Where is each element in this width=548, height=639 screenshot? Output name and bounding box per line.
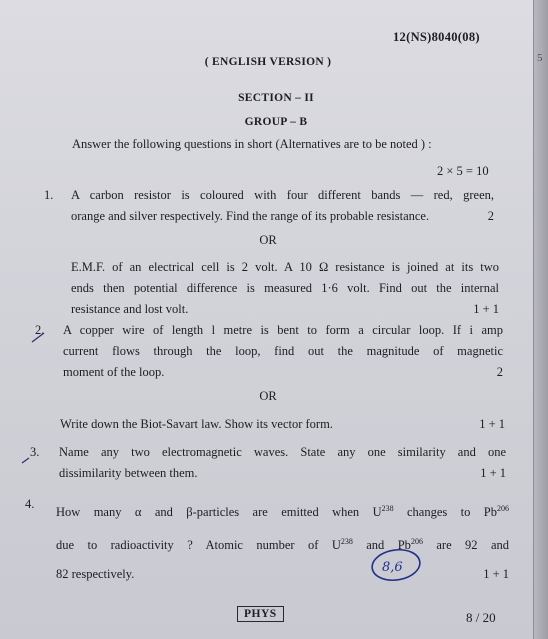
question-marks: 1 + 1: [473, 302, 499, 316]
section-marks: 2 × 5 = 10: [437, 164, 489, 178]
superscript: 206: [497, 504, 509, 513]
edge-page-number: 5: [537, 52, 543, 64]
question-line-text: Write down the Biot-Savart law. Show its vector form.: [60, 417, 333, 431]
question-4-text: [56, 494, 509, 589]
text-run: are 92 and: [422, 538, 509, 553]
question-line: A carbon resistor is coloured with four different bands — red, green,: [71, 188, 494, 202]
question-line-text: dissimilarity between them.: [59, 466, 198, 480]
question-line: [60, 414, 505, 435]
question-number: 3.: [30, 445, 40, 459]
subject-code-box: PHYS: [237, 606, 284, 622]
version-heading: ( ENGLISH VERSION ): [204, 56, 332, 68]
question-number: 4.: [25, 497, 35, 511]
superscript: 206: [410, 537, 423, 547]
question-marks: 1 + 1: [479, 417, 505, 431]
question-2-text: [63, 320, 503, 383]
question-line: [63, 362, 503, 383]
handwritten-note-text: 8,6: [382, 560, 403, 575]
question-line: current flows through the loop, find out the magnitude of magnetic: [63, 344, 503, 358]
question-line-text: 82 respectively.: [56, 567, 135, 582]
question-number: 1.: [44, 188, 54, 202]
text-run: due to radioactivity ? Atomic number of U: [56, 538, 341, 553]
question-number: 2.: [35, 323, 45, 337]
question-line-text: moment of the loop.: [63, 365, 165, 379]
question-line: [56, 560, 509, 589]
text-run: How many α and β-particles are emitted when U: [56, 505, 382, 520]
question-1-text: [71, 185, 494, 227]
question-2-alternative: [60, 414, 505, 435]
question-line: Name any two electromagnetic waves. State any one similarity and one: [59, 445, 506, 459]
text-run: changes to Pb: [393, 505, 497, 520]
text-run: and Pb: [352, 538, 411, 553]
question-marks: 2: [496, 365, 503, 379]
superscript: 238: [381, 504, 394, 513]
question-marks: 2: [487, 209, 494, 223]
paper-code: 12(NS)8040(08): [393, 30, 480, 44]
pen-tick-mark: [20, 455, 34, 465]
question-line: [56, 527, 509, 560]
group-heading: GROUP – B: [244, 116, 308, 128]
question-marks: 1 + 1: [480, 466, 506, 480]
question-1-alternative: [71, 257, 499, 320]
instructions: Answer the following questions in short (Alternatives are to be noted ) :: [72, 137, 432, 151]
question-line: [59, 463, 506, 484]
or-label: OR: [259, 389, 277, 403]
question-line: ends then potential difference is measured 1·6 volt. Find out the internal: [71, 281, 499, 295]
question-line: [71, 299, 499, 320]
or-label: OR: [259, 233, 277, 247]
question-line: [71, 206, 494, 227]
question-marks: 1 + 1: [483, 567, 509, 582]
question-line: A copper wire of length l metre is bent to form a circular loop. If i amp: [63, 323, 503, 337]
section-heading: SECTION – II: [238, 92, 314, 104]
pen-tick-mark: [30, 330, 50, 346]
question-line-text: orange and silver respectively. Find the range of its probable resistance.: [71, 209, 430, 223]
question-3-text: [59, 442, 506, 484]
superscript: 238: [340, 537, 353, 547]
handwritten-circle-note: [368, 545, 428, 585]
question-line-text: resistance and lost volt.: [71, 302, 189, 316]
question-line: [56, 494, 509, 527]
question-line: E.M.F. of an electrical cell is 2 volt. A 10 Ω resistance is joined at its two: [71, 260, 499, 274]
page-number: 8 / 20: [466, 610, 496, 625]
